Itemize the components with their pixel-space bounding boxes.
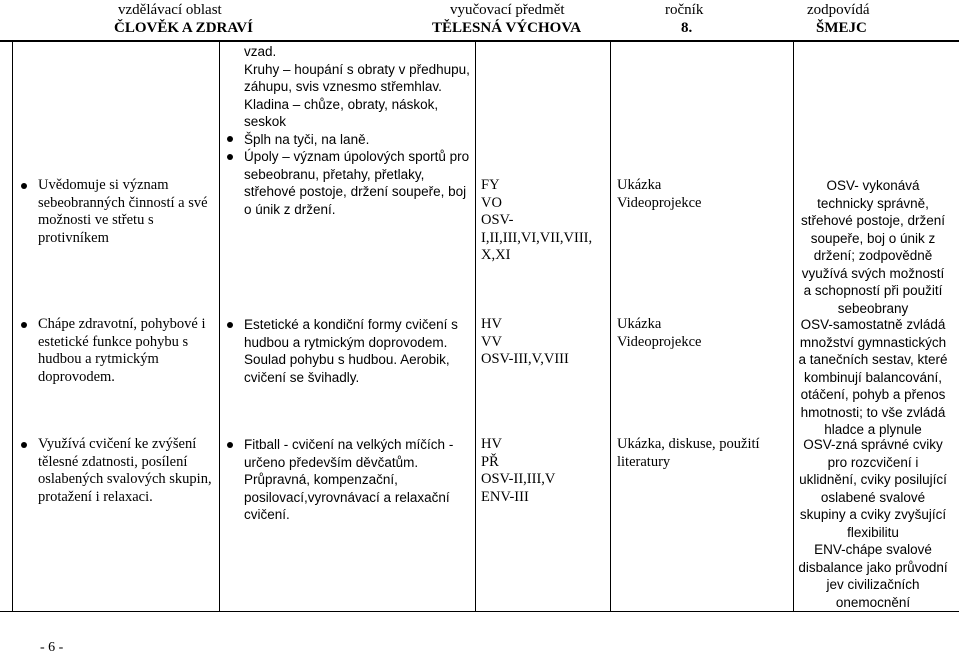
header-label-grade: ročník (665, 2, 704, 18)
links-cell: HV VV OSV-III,V,VIII (481, 316, 569, 367)
outcome-item: Uvědomuje si význam sebeobranných činností a své možnosti ve střetu s protivníkem (20, 177, 212, 247)
grid-line (475, 40, 476, 612)
outcome-cell (20, 436, 212, 506)
outcome-item: Chápe zdravotní, pohybové i estetické funkce pohybu s hudbou a rytmickým doprovodem. (20, 316, 212, 386)
content-item: Estetické a kondiční formy cvičení s hudbou a rytmickým doprovodem. Soulad pohybu s hudbou. Aerobik, cvičení se švihadly. (226, 316, 471, 386)
header-value-area: ČLOVĚK A ZDRAVÍ (114, 20, 253, 36)
methods-cell: Ukázka Videoprojekce (617, 177, 702, 211)
table-header (0, 0, 959, 42)
outcome-item: Využívá cvičení ke zvýšení tělesné zdatnosti, posílení oslabených svalových skupin, protažení i relaxaci. (20, 436, 212, 506)
page-number: - 6 - (40, 640, 64, 655)
header-value-grade: 8. (681, 20, 693, 36)
content-intro: vzad. Kruhy – houpání s obraty v předhupu, záhupu, svis vznesmo střemhlav. Kladina – chůze, obraty, náskok, seskok (244, 44, 470, 129)
content-cell (226, 43, 471, 218)
methods-cell: Ukázka Videoprojekce (617, 316, 702, 350)
notes-cell: OSV-zná správné cviky pro rozcvičení i uklidnění, cviky posilující oslabené svalové skupiny a cviky zvyšující flexibilitu ENV-chápe svalové disbalance jako průvodní jev civilizačních onemocnění (798, 437, 948, 610)
outcome-cell (20, 177, 212, 247)
notes-cell: OSV- vykonává technicky správně, střehové postoje, držení soupeře, boj o únik z držení; zodpovědně využívá svých možností a schopností při použití sebeobrany (800, 178, 946, 316)
header-label-teacher: zodpovídá (807, 2, 870, 18)
content-item: Šplh na tyči, na laně. (226, 131, 471, 149)
header-value-teacher: ŠMEJC (816, 20, 867, 36)
header-label-subject: vyučovací předmět (450, 2, 565, 18)
grid-line (793, 40, 794, 612)
header-value-subject: TĚLESNÁ VÝCHOVA (432, 20, 582, 36)
content-item: Úpoly – význam úpolových sportů pro sebeobranu, přetahy, přetlaky, střehové postoje, držení soupeře, boj o únik z držení. (226, 148, 471, 218)
content-cell (226, 436, 471, 524)
grid-line (610, 40, 611, 612)
links-cell: HV PŘ OSV-II,III,V ENV-III (481, 436, 556, 505)
links-cell: FY VO OSV- I,II,III,VI,VII,VIII, X,XI (481, 177, 593, 263)
notes-cell: OSV-samostatně zvládá množství gymnastických a tanečních sestav, které kombinují balancování, otáčení, pohyb a přenos hmotnosti; to vše zvládá hladce a plynule (798, 317, 948, 437)
content-cell (226, 316, 471, 386)
table-bottom-border (0, 611, 959, 612)
content-item: Fitball - cvičení na velkých míčích - určeno především děvčatům. Průpravná, kompenzační, posilovací,vyrovnávací a relaxační cvičení. (226, 436, 471, 524)
header-label-area: vzdělávací oblast (118, 2, 222, 18)
outcome-cell (20, 316, 212, 386)
grid-line (219, 40, 220, 612)
grid-line (12, 40, 13, 612)
methods-cell: Ukázka, diskuse, použití literatury (617, 436, 760, 470)
